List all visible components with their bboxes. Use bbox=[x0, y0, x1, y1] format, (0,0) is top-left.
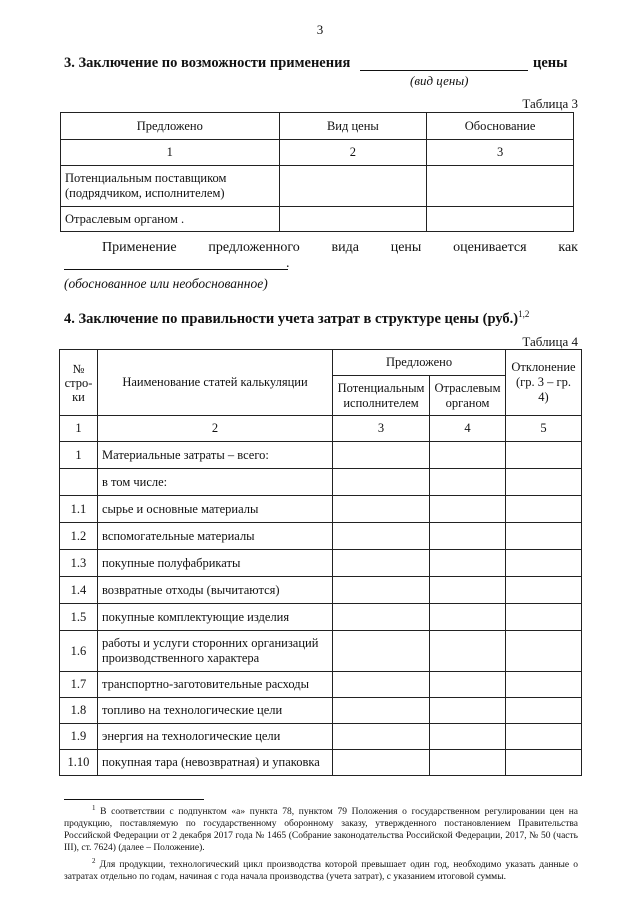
table4-cell bbox=[333, 577, 430, 604]
table4-header-potential: Потенциальным исполнителем bbox=[333, 376, 430, 416]
table4-caption: Таблица 4 bbox=[522, 334, 578, 349]
table4-cell bbox=[430, 631, 506, 672]
paragraph-word: Применение bbox=[102, 240, 177, 255]
table4-cell bbox=[333, 724, 430, 750]
table3-col-number: 1 bbox=[61, 140, 280, 166]
table4-cell bbox=[505, 604, 581, 631]
table4-cell bbox=[505, 550, 581, 577]
table4-cell bbox=[430, 698, 506, 724]
table4-row-number: 1.8 bbox=[60, 698, 98, 724]
table4-cell bbox=[430, 604, 506, 631]
table4-cell bbox=[333, 469, 430, 496]
assessment-blank-line bbox=[64, 269, 288, 270]
table4-row-number: 1.2 bbox=[60, 523, 98, 550]
table4-cell bbox=[333, 496, 430, 523]
footnote-separator bbox=[64, 799, 204, 800]
table3-cell bbox=[427, 207, 574, 232]
table4-row-number: 1.9 bbox=[60, 724, 98, 750]
table4-row-number: 1.10 bbox=[60, 750, 98, 776]
paragraph-word: оценивается bbox=[453, 240, 527, 255]
table4-row-name: возвратные отходы (вычитаются) bbox=[97, 577, 332, 604]
section3-heading-suffix: цены bbox=[533, 55, 568, 71]
table4-cell bbox=[505, 750, 581, 776]
table4-cell bbox=[505, 724, 581, 750]
table3-cell bbox=[279, 166, 427, 207]
table4-cell bbox=[430, 523, 506, 550]
table4-header-offered: Предложено bbox=[333, 350, 506, 376]
table4-cell bbox=[505, 672, 581, 698]
page-number: 3 bbox=[316, 22, 324, 37]
section4-heading bbox=[64, 309, 529, 328]
table4-cell bbox=[430, 442, 506, 469]
table3-col-number: 2 bbox=[279, 140, 427, 166]
section4-footnote-ref: 1,2 bbox=[518, 309, 530, 319]
paragraph-word: как bbox=[558, 240, 578, 255]
table4-cell bbox=[505, 496, 581, 523]
table4-header-industry: Отраслевым органом bbox=[430, 376, 506, 416]
price-type-note: (вид цены) bbox=[410, 73, 469, 88]
table3-cell bbox=[427, 166, 574, 207]
table4-cell bbox=[333, 698, 430, 724]
table4-row-number: 1.7 bbox=[60, 672, 98, 698]
table4-cell bbox=[430, 672, 506, 698]
table4-row-number bbox=[60, 469, 98, 496]
table4-col-number: 3 bbox=[333, 416, 430, 442]
paragraph-word: цены bbox=[390, 240, 422, 255]
table4-cell bbox=[333, 442, 430, 469]
table4-cell bbox=[505, 577, 581, 604]
assessment-note: (обоснованное или необоснованное) bbox=[64, 276, 268, 291]
table4-cell bbox=[333, 604, 430, 631]
table4-row-number: 1.3 bbox=[60, 550, 98, 577]
table4-cell bbox=[505, 631, 581, 672]
table4-cell bbox=[430, 496, 506, 523]
table4-cell bbox=[505, 523, 581, 550]
table4-row-number: 1 bbox=[60, 442, 98, 469]
table4-row-name: энергия на технологические цели bbox=[97, 724, 332, 750]
table4-cell bbox=[333, 523, 430, 550]
table3-row-label: Потенциальным поставщиком (подрядчиком, исполнителем) bbox=[61, 166, 280, 207]
table3-header-price-type: Вид цены bbox=[279, 113, 427, 140]
table3-cell bbox=[279, 207, 427, 232]
table4-cell bbox=[333, 750, 430, 776]
table3-header-justification: Обоснование bbox=[427, 113, 574, 140]
table4-row-name: в том числе: bbox=[97, 469, 332, 496]
table4-cell bbox=[333, 550, 430, 577]
table4-cell bbox=[333, 672, 430, 698]
table4-row-number: 1.1 bbox=[60, 496, 98, 523]
table4-cell bbox=[505, 469, 581, 496]
table3 bbox=[60, 112, 574, 232]
table4-cell bbox=[333, 631, 430, 672]
table3-header-offered: Предложено bbox=[61, 113, 280, 140]
table4-cell bbox=[430, 724, 506, 750]
table3-col-number: 3 bbox=[427, 140, 574, 166]
table4-col-number: 1 bbox=[60, 416, 98, 442]
assessment-paragraph bbox=[102, 240, 578, 256]
table4-row-name: топливо на технологические цели bbox=[97, 698, 332, 724]
table4-cell bbox=[505, 442, 581, 469]
table4-row-number: 1.4 bbox=[60, 577, 98, 604]
paragraph-word: вида bbox=[331, 240, 359, 255]
table4-row-name: покупные полуфабрикаты bbox=[97, 550, 332, 577]
table4-row-number: 1.6 bbox=[60, 631, 98, 672]
table4-row-number: 1.5 bbox=[60, 604, 98, 631]
footnote-2 bbox=[64, 855, 578, 883]
table4-row-name: покупная тара (невозвратная) и упаковка bbox=[97, 750, 332, 776]
table4-col-number: 4 bbox=[430, 416, 506, 442]
table4-cell bbox=[430, 577, 506, 604]
table4-row-name: работы и услуги сторонних организаций производственного характера bbox=[97, 631, 332, 672]
table4-row-name: вспомогательные материалы bbox=[97, 523, 332, 550]
table3-row-label: Отраслевым органом . bbox=[61, 207, 280, 232]
table4-header-deviation: Отклонение (гр. 3 – гр. 4) bbox=[505, 350, 581, 416]
table3-caption: Таблица 3 bbox=[522, 96, 578, 111]
price-type-blank-line bbox=[360, 70, 528, 71]
footnote-text: В соответствии с подпунктом «а» пункта 78, пунктом 79 Положения о государственном регулировании цен на продукцию, поставляемую по государственному оборонному заказу, утвержденного постановлением Правительства Российской Федерации от 2 декабря 2017 года № 1465 (Собрание законодательства Российской Федерации, 2017, № 50 (часть III), ст. 7624) (далее – Положение). bbox=[64, 807, 579, 854]
table4-header-row-number: № стро- ки bbox=[60, 350, 98, 416]
table4-row-name: транспортно-заготовительные расходы bbox=[97, 672, 332, 698]
footnote-text: Для продукции, технологический цикл производства которой превышает один год, необходимо указать данные о затратах отдельно по годам, начиная с года начала производства (учета затрат), с указанием итоговой суммы. bbox=[64, 860, 579, 883]
table4-row-name: сырье и основные материалы bbox=[97, 496, 332, 523]
table4-cell bbox=[430, 750, 506, 776]
footnote-mark: 2 bbox=[92, 857, 96, 865]
table4-row-name: Материальные затраты – всего: bbox=[97, 442, 332, 469]
section3-heading: 3. Заключение по возможности применения bbox=[64, 55, 351, 71]
table4-cell bbox=[430, 550, 506, 577]
table4-cell bbox=[505, 698, 581, 724]
section4-heading-text: 4. Заключение по правильности учета затрат в структуре цены (руб.) bbox=[64, 310, 519, 327]
table4-col-number: 5 bbox=[505, 416, 581, 442]
table4-col-number: 2 bbox=[97, 416, 332, 442]
footnote-mark: 1 bbox=[92, 804, 96, 812]
table4-cell bbox=[430, 469, 506, 496]
footnote-1 bbox=[64, 802, 578, 854]
table4 bbox=[59, 349, 582, 776]
table4-row-name: покупные комплектующие изделия bbox=[97, 604, 332, 631]
table4-header-item-name: Наименование статей калькуляции bbox=[97, 350, 332, 416]
paragraph-word: предложенного bbox=[208, 240, 300, 255]
assessment-period: . bbox=[286, 256, 290, 271]
